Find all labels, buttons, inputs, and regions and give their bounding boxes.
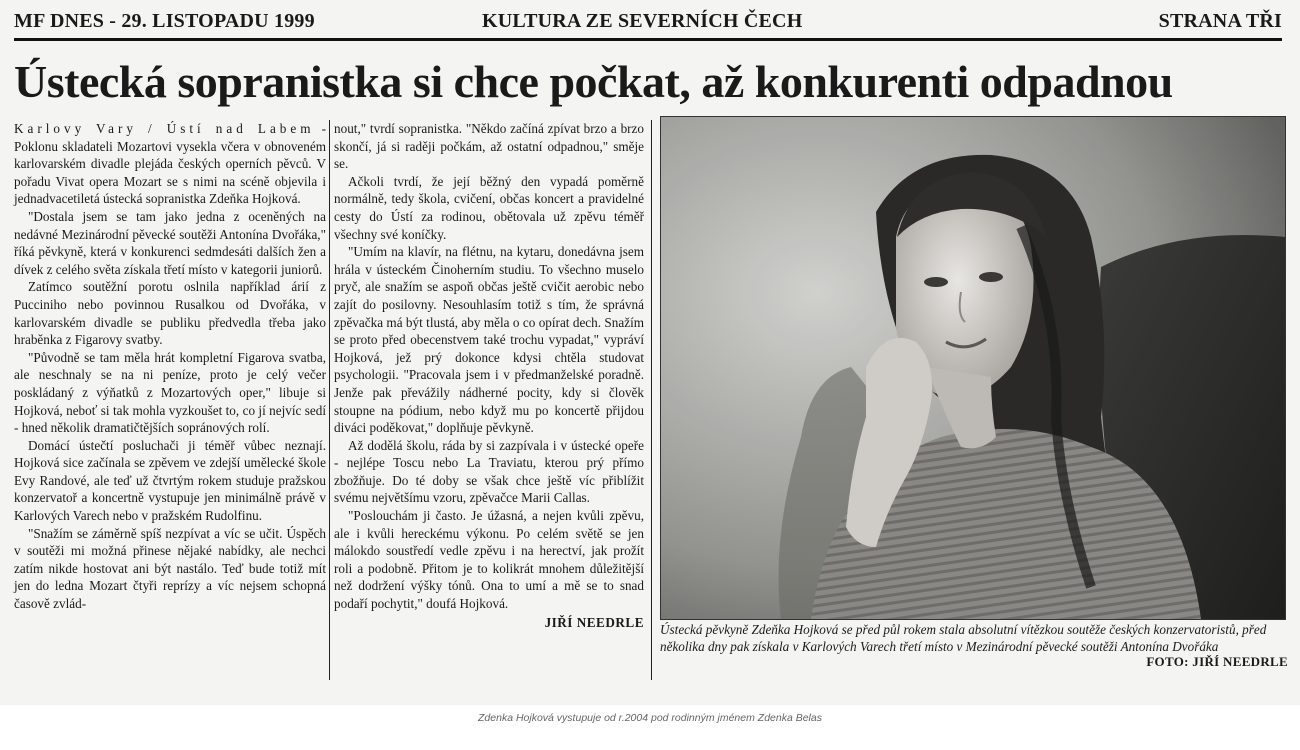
photo-credit: FOTO: JIŘÍ NEEDRLE bbox=[1146, 654, 1288, 669]
article-paragraph bbox=[14, 120, 326, 208]
article-column-1 bbox=[14, 120, 326, 613]
article-paragraph: Až dodělá školu, ráda by si zazpívala i v ústecké opeře - nejlépe Toscu nebo La Traviatu, kterou prý přímo zbožňuje. Do té doby se však chce ještě víc přiblížit svému největšímu vzoru, zpěvačce Marii Callas. bbox=[334, 437, 644, 506]
masthead bbox=[14, 8, 1282, 38]
masthead-rule bbox=[14, 38, 1282, 41]
article-paragraph: "Původně se tam měla hrát kompletní Figarova svatba, ale neschnaly se na ni peníze, proto je celý večer poskládaný z výňatků z Mozartových oper," libuje si Hojková, neboť si tak mohla vyzkoušet to, co jí nejvíc sedí - hned několik dramatičtějších sopránových rolí. bbox=[14, 349, 326, 436]
article-paragraph: Zatímco soutěžní porotu oslnila například árií z Pucciniho nebo povinnou Rusalkou od Dvořáka, v karlovarském divadle se publiku předvedla třeba jako hraběnka z Figarovy svatby. bbox=[14, 279, 326, 348]
article-paragraph: "Umím na klavír, na flétnu, na kytaru, donedávna jsem hrála v ústeckém Činoherním studiu. To všechno muselo pryč, ale snažím se aspoň občas ještě cvičit aerobic nebo zajít do posilovny. Nesouhlasím totiž s tím, že správná zpěvačka má být tlustá, aby měla o co opírat dech. Snažím se proto před obecenstvem také trochu vypadat," vypráví Hojková, jež prý dokonce kdysi chtěla studovat psychologii. "Pracovala jsem i v předmanželské poradně. Jenže pak převážily nádherné pocity, kdy si člověk stoupne na pódium, nebo když mu po koncertě přijdou diváci poděkovat," doplňuje pěvkyně. bbox=[334, 244, 644, 436]
dateline: Karlovy Vary / Ústí nad Labem bbox=[14, 121, 315, 136]
column-divider bbox=[329, 120, 330, 680]
article-paragraph: nout," tvrdí sopranistka. "Někdo začíná zpívat brzo a brzo skončí, já si raději počkám, až ostatní odpadnou," směje se. bbox=[334, 121, 644, 172]
portrait-illustration bbox=[661, 117, 1285, 619]
article-paragraph: Ačkoli tvrdí, že její běžný den vypadá poměrně normálně, tedy škola, cvičení, občas koncert a pravidelné cesty do Ústí za rodinou, obětovala už zpěvu téměř všechny své koníčky. bbox=[334, 173, 644, 242]
masthead-date: MF DNES - 29. LISTOPADU 1999 bbox=[14, 10, 315, 32]
footer-note: Zdenka Hojková vystupuje od r.2004 pod rodinným jménem Zdenka Belas bbox=[478, 712, 822, 724]
article-column-2 bbox=[334, 120, 644, 631]
photo-caption: Ústecká pěvkyně Zdeňka Hojková se před půl rokem stala absolutní vítězkou soutěže českých konzervatoristů, před několika dny pak získala v Karlových Varech třetí místo v Mezinárodní pěvecké soutěži Antonína Dvořáka bbox=[660, 622, 1267, 654]
article-paragraph: "Poslouchám ji často. Je úžasná, a nejen kvůli zpěvu, ale i kvůli hereckému výkonu. Po celém světě se jen málokdo soustředí vedle zpěvu i na herectví, jak prožít roli a podobně. Přitom je to kolikrát mnohem důležitější než dodržení výšky tónů. Ona to umí a mě se to snad podaří pochytit," doufá Hojková. bbox=[334, 508, 644, 612]
column-divider bbox=[651, 120, 652, 680]
article-headline: Ústecká sopranistka si chce počkat, až konkurenti odpadnou bbox=[14, 56, 1173, 107]
article-paragraph: Domácí ústečtí posluchači ji téměř vůbec neznají. Hojková sice začínala se zpěvem ve zdejší umělecké škole Evy Randové, ale teď už čtvrtým rokem studuje pražskou konzervatoř a koncertně vystupuje jen minimálně právě v Karlových Varech nebo v pražském Rudolfinu. bbox=[14, 437, 326, 524]
article-paragraph: "Dostala jsem se tam jako jedna z oceněných na nedávné Mezinárodní pěvecké soutěži Antonína Dvořáka," říká pěvkyně, která v konkurenci sedmdesáti dalších žen a dívek z celého světa získala třetí místo v kategorii juniorů. bbox=[14, 208, 326, 277]
article-byline: JIŘÍ NEEDRLE bbox=[544, 614, 644, 630]
portrait-photo bbox=[660, 116, 1286, 620]
masthead-section: KULTURA ZE SEVERNÍCH ČECH bbox=[482, 10, 803, 32]
masthead-page: STRANA TŘI bbox=[1158, 10, 1282, 32]
article-paragraph: "Snažím se záměrně spíš nezpívat a víc se učit. Úspěch v soutěži mi možná přinese nějaké nabídky, ale nechci zatím nikde hostovat ani být nastálo. Teď bude totiž mít jen do ledna Mozart čtyři reprízy a víc nejsem schopná časově zvlád- bbox=[14, 525, 326, 612]
paragraph-text: - Poklonu skladateli Mozartovi vysekla včera v obnoveném karlovarském divadle plejáda českých operních pěvců. V pořadu Vivat opera Mozart se s nimi na scéně objevila i jednadvacetiletá ústecká sopranistka Zdeňka Hojková. bbox=[14, 121, 326, 207]
